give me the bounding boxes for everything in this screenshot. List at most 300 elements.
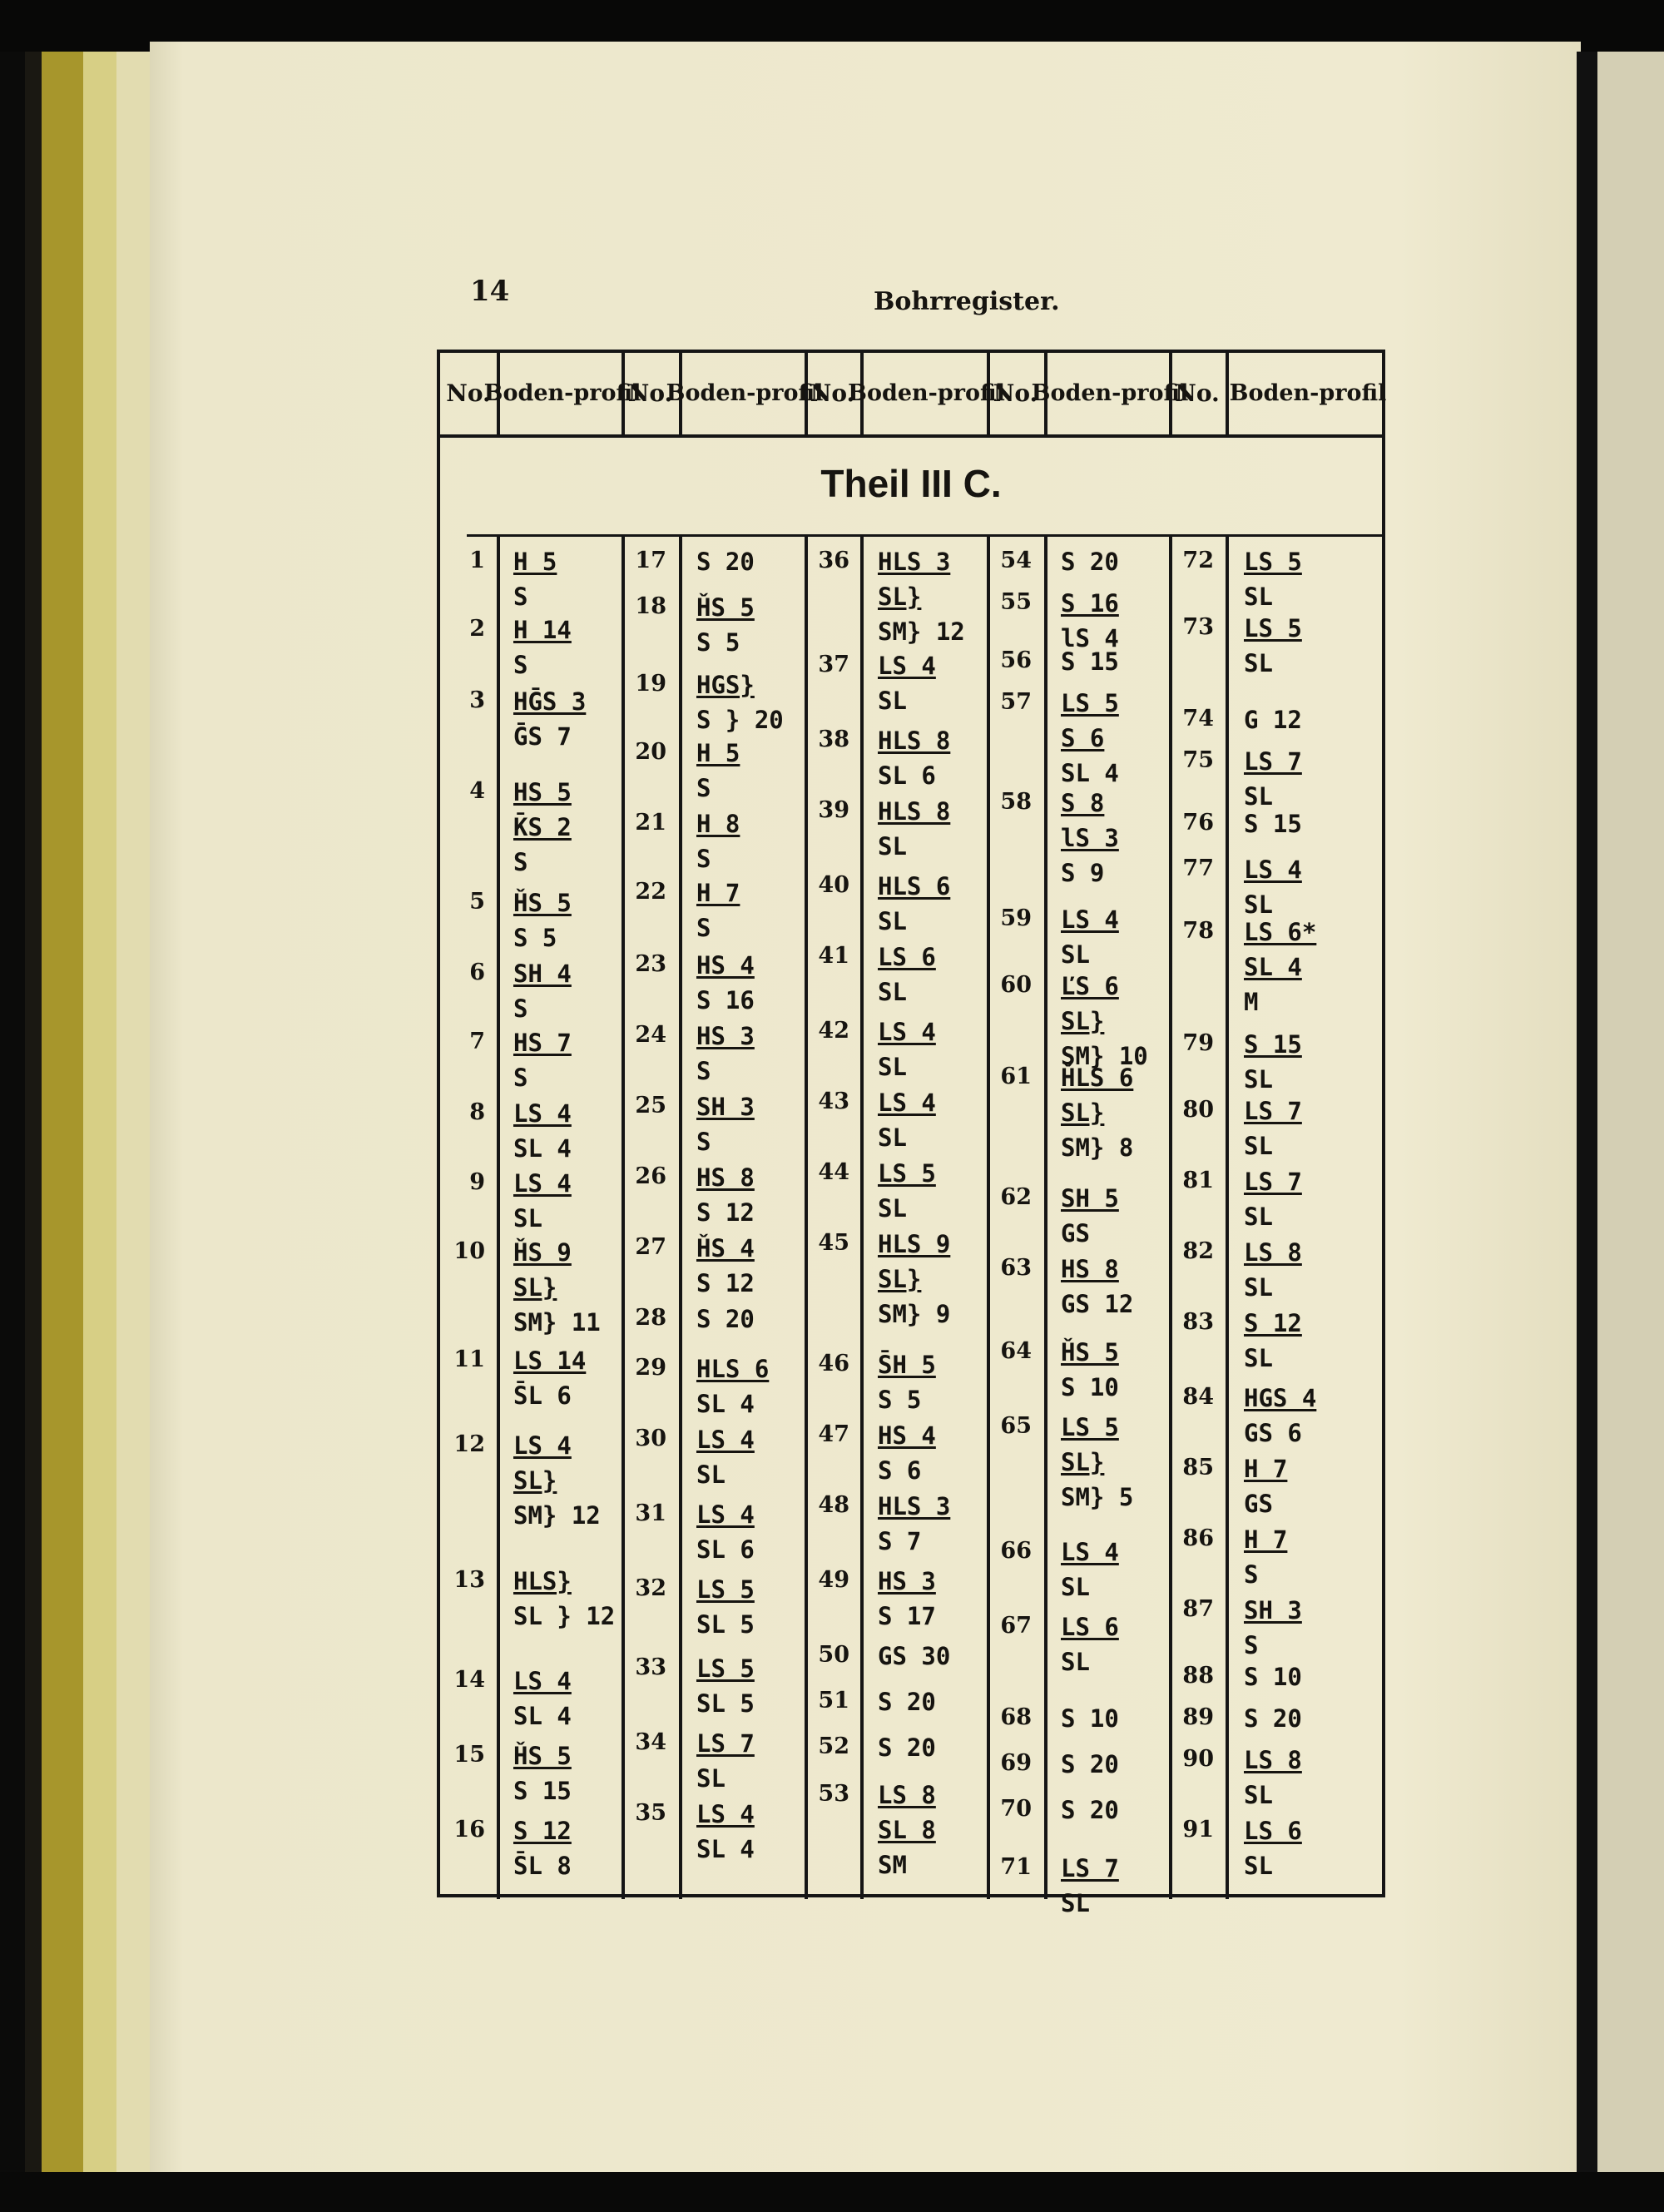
soil-profile bbox=[513, 1813, 572, 1883]
soil-profile bbox=[513, 885, 572, 955]
profile-layer: SM} 12 bbox=[878, 617, 965, 646]
bore-number: 84 bbox=[1182, 1384, 1214, 1410]
scan-bottom-shadow bbox=[0, 2172, 1664, 2212]
soil-profile bbox=[878, 1778, 936, 1882]
profile-layer: SL bbox=[1061, 940, 1090, 969]
soil-profile bbox=[696, 1302, 755, 1337]
profile-layer: HS 8 bbox=[696, 1163, 755, 1192]
bore-number: 9 bbox=[469, 1169, 485, 1195]
profile-layer: S 16 bbox=[696, 986, 755, 1014]
soil-profile bbox=[513, 1428, 601, 1533]
header-label-line2: profil bbox=[1319, 379, 1387, 406]
bore-number: 80 bbox=[1182, 1097, 1214, 1123]
bore-number: 24 bbox=[635, 1022, 666, 1048]
profile-layer: HGS 4 bbox=[1244, 1384, 1317, 1412]
profile-layer: ȞLS 6 bbox=[1061, 1064, 1134, 1092]
profile-layer: LS 5 bbox=[696, 1575, 755, 1604]
profile-layer: LS 4 bbox=[878, 1018, 936, 1046]
soil-profile bbox=[1061, 1181, 1119, 1251]
header-rule bbox=[440, 434, 1382, 438]
soil-profile bbox=[513, 1025, 572, 1095]
bore-number: 8 bbox=[469, 1099, 485, 1125]
soil-profile bbox=[1061, 1335, 1119, 1405]
bore-number: 77 bbox=[1182, 856, 1214, 881]
bore-number: 4 bbox=[469, 778, 485, 804]
bore-number: 81 bbox=[1182, 1168, 1214, 1193]
profile-layer: H 5 bbox=[696, 739, 740, 767]
bore-number: 60 bbox=[1000, 972, 1032, 998]
profile-layer: lS 3 bbox=[1061, 824, 1119, 852]
bore-number: 88 bbox=[1182, 1663, 1214, 1689]
profile-layer: SL bbox=[1244, 890, 1273, 919]
profile-layer: S 12 bbox=[1244, 1309, 1302, 1337]
profile-layer: SL bbox=[878, 1123, 907, 1152]
soil-profile bbox=[1244, 1522, 1287, 1592]
soil-profile bbox=[513, 1343, 586, 1413]
bore-number: 5 bbox=[469, 889, 485, 915]
bore-number: 28 bbox=[635, 1305, 666, 1331]
book-gutter bbox=[1577, 52, 1597, 2180]
profile-layer: SL bbox=[696, 1764, 726, 1793]
profile-layer: SL bbox=[1061, 1573, 1090, 1601]
profile-layer: LS 8 bbox=[1244, 1238, 1302, 1267]
profile-layer: ḠS 7 bbox=[513, 722, 572, 751]
column-rule bbox=[679, 534, 682, 1899]
profile-layer: SL} bbox=[513, 1466, 557, 1495]
profile-layer: SL bbox=[1061, 1648, 1090, 1676]
bore-number: 44 bbox=[818, 1159, 849, 1185]
profile-layer: SH 4 bbox=[513, 960, 572, 988]
soil-profile bbox=[1061, 644, 1119, 679]
profile-layer: SL bbox=[1244, 1344, 1273, 1372]
soil-profile bbox=[1061, 1535, 1119, 1604]
bore-number: 21 bbox=[635, 810, 666, 836]
profile-layer: LS 7 bbox=[1244, 1097, 1302, 1125]
profile-layer: H 14 bbox=[513, 616, 572, 644]
profile-layer: LS 6 bbox=[1061, 1613, 1119, 1641]
profile-layer: SL} bbox=[1061, 1448, 1105, 1476]
header-label-line2: profil bbox=[755, 379, 824, 406]
header-no: No. bbox=[810, 379, 855, 408]
profile-layer: ȞS 5 bbox=[513, 1742, 572, 1770]
bore-number: 71 bbox=[1000, 1854, 1032, 1880]
profile-layer: LS 4 bbox=[878, 1089, 936, 1117]
soil-profile bbox=[696, 1089, 755, 1159]
profile-layer: ȞS 4 bbox=[696, 1234, 755, 1262]
bore-number: 27 bbox=[635, 1234, 666, 1260]
profile-layer: S bbox=[1244, 1560, 1259, 1589]
profile-layer: HLS 3 bbox=[878, 548, 951, 576]
profile-layer: LS 4 bbox=[513, 1099, 572, 1128]
bore-number: 54 bbox=[1000, 548, 1032, 573]
bore-number: 23 bbox=[635, 951, 666, 977]
profile-layer: SM} 11 bbox=[513, 1308, 601, 1337]
bore-number: 85 bbox=[1182, 1455, 1214, 1480]
soil-profile bbox=[513, 1235, 601, 1340]
soil-profile bbox=[513, 1664, 572, 1733]
profile-layer: SH 5 bbox=[1061, 1184, 1119, 1213]
bore-number: 62 bbox=[1000, 1184, 1032, 1210]
soil-profile bbox=[1061, 1410, 1133, 1515]
profile-layer: SL} bbox=[1061, 1007, 1105, 1035]
bore-number: 69 bbox=[1000, 1750, 1032, 1776]
profile-layer: LS 6 bbox=[1244, 1817, 1302, 1845]
profile-layer: SL bbox=[878, 832, 907, 860]
profile-layer: SM} 10 bbox=[1061, 1042, 1148, 1070]
profile-layer: SL} bbox=[1061, 1099, 1105, 1127]
profile-layer: ȞS 9 bbox=[513, 1238, 572, 1267]
bore-number: 1 bbox=[469, 548, 485, 573]
header-label-line1: Boden- bbox=[483, 379, 574, 406]
soil-profile bbox=[513, 1564, 615, 1634]
soil-profile bbox=[1244, 915, 1316, 1019]
bore-number: 39 bbox=[818, 797, 849, 823]
profile-layer: S 20 bbox=[878, 1688, 936, 1716]
profile-layer: SL bbox=[878, 978, 907, 1006]
profile-layer: LS 8 bbox=[1244, 1746, 1302, 1774]
profile-layer: SL 6 bbox=[878, 761, 936, 790]
bore-number: 46 bbox=[818, 1351, 849, 1376]
soil-profile bbox=[878, 1014, 936, 1084]
header-no: No. bbox=[993, 379, 1038, 408]
soil-profile bbox=[696, 1651, 755, 1721]
profile-layer: SL 8 bbox=[878, 1816, 936, 1844]
profile-layer: LS 5 bbox=[696, 1654, 755, 1683]
profile-layer: S 15 bbox=[1244, 810, 1302, 838]
soil-profile bbox=[696, 1422, 755, 1492]
profile-layer: S 20 bbox=[696, 1305, 755, 1333]
profile-layer: SL } 12 bbox=[513, 1602, 616, 1630]
profile-layer: S bbox=[696, 1057, 711, 1085]
profile-layer: SL bbox=[1244, 1203, 1273, 1231]
profile-layer: S̄L 6 bbox=[513, 1381, 572, 1410]
soil-profile bbox=[1061, 969, 1148, 1074]
bore-number: 20 bbox=[635, 739, 666, 765]
profile-layer: HGS} bbox=[696, 671, 755, 699]
header-label-line2: profil bbox=[937, 379, 1005, 406]
bore-number: 30 bbox=[635, 1426, 666, 1451]
soil-profile bbox=[696, 1726, 755, 1796]
soil-profile bbox=[878, 1227, 950, 1332]
section-title: Theil III C. bbox=[820, 462, 1002, 505]
profile-layer: HḠS 3 bbox=[513, 687, 587, 716]
soil-profile bbox=[1244, 1381, 1316, 1451]
bore-number: 29 bbox=[635, 1355, 666, 1381]
profile-layer: G 12 bbox=[1244, 706, 1302, 734]
profile-layer: SL bbox=[1061, 1889, 1090, 1917]
soil-profile bbox=[1061, 1060, 1133, 1165]
bore-number: 33 bbox=[635, 1654, 666, 1680]
bore-number: 50 bbox=[818, 1642, 849, 1668]
bore-number: 59 bbox=[1000, 905, 1032, 931]
bore-number: 79 bbox=[1182, 1030, 1214, 1056]
profile-layer: HS 4 bbox=[878, 1421, 936, 1450]
profile-layer: SL} bbox=[878, 583, 922, 611]
bore-number: 58 bbox=[1000, 789, 1032, 815]
soil-profile bbox=[878, 1684, 936, 1719]
soil-profile bbox=[878, 1347, 936, 1417]
soil-profile bbox=[696, 667, 784, 737]
profile-layer: LS 5 bbox=[1061, 689, 1119, 717]
profile-layer: S bbox=[696, 845, 711, 873]
bore-number: 2 bbox=[469, 616, 485, 642]
column-rule bbox=[1169, 534, 1172, 1899]
profile-layer: LS 4 bbox=[1061, 905, 1119, 934]
profile-layer: H 5 bbox=[513, 548, 557, 576]
profile-layer: SL bbox=[1244, 583, 1273, 611]
profile-layer: SM} 12 bbox=[513, 1501, 601, 1530]
soil-profile bbox=[696, 875, 740, 945]
profile-layer: SL bbox=[1244, 1132, 1273, 1160]
profile-layer: LS 4 bbox=[878, 652, 936, 680]
soil-profile bbox=[696, 1572, 755, 1642]
profile-layer: S bbox=[1244, 1631, 1259, 1659]
bore-number: 31 bbox=[635, 1500, 666, 1526]
profile-layer: HS 3 bbox=[878, 1567, 936, 1595]
profile-layer: LS 4 bbox=[513, 1431, 572, 1460]
profile-layer: SL 4 bbox=[696, 1835, 755, 1863]
profile-layer: S 15 bbox=[1244, 1030, 1302, 1059]
bore-number: 14 bbox=[453, 1667, 485, 1693]
profile-layer: SL 5 bbox=[696, 1689, 755, 1718]
bore-number: 42 bbox=[818, 1018, 849, 1044]
soil-profile bbox=[1061, 1793, 1119, 1828]
bore-number: 66 bbox=[1000, 1538, 1032, 1564]
header-no: No. bbox=[627, 379, 673, 408]
profile-layer: ĽS 6 bbox=[1061, 972, 1119, 1000]
header-no: No. bbox=[1175, 379, 1220, 408]
header-bodenprofil bbox=[848, 353, 1005, 434]
soil-profile bbox=[1244, 744, 1302, 814]
profile-layer: H 7 bbox=[696, 879, 740, 907]
profile-layer: S̄L 8 bbox=[513, 1852, 572, 1880]
profile-layer: S 10 bbox=[1061, 1704, 1119, 1733]
bore-number: 73 bbox=[1182, 614, 1214, 640]
bore-number: 57 bbox=[1000, 689, 1032, 715]
soil-profile bbox=[513, 613, 572, 682]
soil-profile bbox=[878, 1564, 936, 1634]
profile-layer: SL 5 bbox=[696, 1610, 755, 1639]
soil-profile bbox=[696, 806, 740, 876]
profile-layer: ȞS 5 bbox=[1061, 1338, 1119, 1366]
profile-layer: GS bbox=[1244, 1490, 1273, 1518]
bore-number: 70 bbox=[1000, 1796, 1032, 1822]
bore-number: 45 bbox=[818, 1230, 849, 1256]
profile-layer: S 20 bbox=[1061, 1796, 1119, 1824]
profile-layer: S̄H 5 bbox=[878, 1351, 936, 1379]
profile-layer: LS 7 bbox=[1061, 1854, 1119, 1882]
profile-layer: HLS 6 bbox=[878, 872, 951, 900]
header-bodenprofil bbox=[1229, 353, 1387, 434]
profile-layer: SL bbox=[1244, 1273, 1273, 1302]
bore-number: 48 bbox=[818, 1492, 849, 1518]
profile-layer: LS 6* bbox=[1244, 918, 1317, 946]
bore-number: 51 bbox=[818, 1688, 849, 1714]
section-rule bbox=[467, 534, 1382, 537]
profile-layer: SL 4 bbox=[513, 1702, 572, 1730]
profile-layer: ȞS 5 bbox=[513, 889, 572, 917]
bore-number: 34 bbox=[635, 1729, 666, 1755]
soil-profile bbox=[1061, 1701, 1119, 1736]
bore-number: 22 bbox=[635, 879, 666, 905]
bore-number: 65 bbox=[1000, 1413, 1032, 1439]
bore-number: 32 bbox=[635, 1575, 666, 1601]
bore-number: 89 bbox=[1182, 1704, 1214, 1730]
bore-number: 19 bbox=[635, 671, 666, 697]
profile-layer: LS 4 bbox=[513, 1169, 572, 1198]
bore-number: 68 bbox=[1000, 1704, 1032, 1730]
soil-profile bbox=[696, 736, 740, 806]
page-number: 14 bbox=[470, 275, 510, 308]
profile-layer: S 20 bbox=[1244, 1704, 1302, 1733]
bore-number: 40 bbox=[818, 872, 849, 898]
profile-layer: HLS 3 bbox=[878, 1492, 951, 1520]
profile-layer: LS 4 bbox=[1061, 1538, 1119, 1566]
soil-profile bbox=[513, 775, 572, 880]
header-no: No. bbox=[446, 379, 491, 408]
column-rule bbox=[1226, 534, 1229, 1899]
soil-profile bbox=[1244, 1451, 1287, 1521]
bore-number: 53 bbox=[818, 1781, 849, 1807]
profile-layer: SH 3 bbox=[696, 1093, 755, 1121]
profile-layer: S 15 bbox=[1061, 647, 1119, 676]
profile-layer: ȞS 5 bbox=[696, 593, 755, 622]
soil-profile bbox=[513, 544, 557, 614]
profile-layer: SL bbox=[1244, 1852, 1273, 1880]
profile-layer: SL bbox=[878, 1053, 907, 1081]
profile-layer: K̄S 2 bbox=[513, 813, 572, 841]
soil-profile bbox=[513, 1096, 572, 1166]
profile-layer: SL bbox=[878, 687, 907, 715]
bore-number: 83 bbox=[1182, 1309, 1214, 1335]
soil-profile bbox=[878, 1489, 950, 1559]
profile-layer: SL 4 bbox=[513, 1134, 572, 1163]
soil-profile bbox=[1061, 1747, 1119, 1782]
soil-profile bbox=[696, 1497, 755, 1567]
profile-layer: S bbox=[513, 651, 528, 679]
profile-layer: HLS 8 bbox=[878, 797, 951, 826]
bore-number: 18 bbox=[635, 593, 666, 619]
profile-layer: S } 20 bbox=[696, 706, 784, 734]
profile-layer: S 16 bbox=[1061, 589, 1119, 617]
soil-profile bbox=[1244, 806, 1302, 841]
soil-profile bbox=[878, 1639, 950, 1674]
bore-number: 47 bbox=[818, 1421, 849, 1447]
soil-profile bbox=[1061, 1851, 1119, 1921]
profile-layer: S 20 bbox=[878, 1733, 936, 1762]
soil-profile bbox=[513, 1738, 572, 1808]
bore-number: 55 bbox=[1000, 589, 1032, 615]
bore-number: 35 bbox=[635, 1800, 666, 1826]
profile-layer: H 7 bbox=[1244, 1525, 1288, 1554]
soil-profile bbox=[878, 544, 965, 649]
bore-number: 6 bbox=[469, 960, 485, 985]
bore-number: 91 bbox=[1182, 1817, 1214, 1843]
column-rule bbox=[987, 534, 990, 1899]
soil-profile bbox=[1244, 1659, 1302, 1694]
profile-layer: H 7 bbox=[1244, 1455, 1288, 1483]
soil-profile bbox=[696, 1231, 755, 1301]
profile-layer: GS bbox=[1061, 1219, 1090, 1247]
soil-profile bbox=[1244, 1027, 1302, 1097]
header-label-line2: profil bbox=[1121, 379, 1189, 406]
bore-number: 43 bbox=[818, 1089, 849, 1114]
profile-layer: S 12 bbox=[696, 1198, 755, 1227]
soil-profile bbox=[878, 1156, 936, 1226]
soil-profile bbox=[878, 940, 936, 1009]
soil-profile bbox=[696, 1797, 755, 1867]
profile-layer: S 8 bbox=[1061, 789, 1105, 817]
profile-layer: S 5 bbox=[878, 1386, 922, 1414]
bore-number: 63 bbox=[1000, 1255, 1032, 1281]
soil-profile bbox=[878, 794, 950, 864]
profile-layer: SL bbox=[696, 1461, 726, 1489]
profile-layer: SL 4 bbox=[1061, 759, 1119, 787]
soil-profile bbox=[878, 1730, 936, 1765]
soil-profile bbox=[696, 544, 755, 579]
profile-layer: M bbox=[1244, 988, 1259, 1016]
profile-layer: S bbox=[696, 1128, 711, 1156]
soil-profile bbox=[878, 1418, 936, 1488]
soil-profile bbox=[1244, 1306, 1302, 1376]
profile-layer: S 12 bbox=[513, 1817, 572, 1845]
bore-number: 56 bbox=[1000, 647, 1032, 673]
bore-number: 67 bbox=[1000, 1613, 1032, 1639]
profile-layer: LS 7 bbox=[1244, 747, 1302, 776]
profile-layer: HS 7 bbox=[513, 1029, 572, 1057]
bore-number: 72 bbox=[1182, 548, 1214, 573]
bore-number: 75 bbox=[1182, 747, 1214, 773]
profile-layer: LS 7 bbox=[696, 1729, 755, 1758]
next-page-edge bbox=[1597, 52, 1664, 2180]
profile-layer: S 17 bbox=[878, 1602, 936, 1630]
column-rule bbox=[497, 534, 500, 1899]
soil-profile bbox=[878, 723, 950, 793]
soil-profile bbox=[1244, 702, 1302, 737]
profile-layer: GS 30 bbox=[878, 1642, 951, 1670]
profile-layer: HLS 9 bbox=[878, 1230, 951, 1258]
profile-layer: HS 4 bbox=[696, 951, 755, 980]
soil-profile bbox=[513, 956, 572, 1026]
header-bodenprofil bbox=[483, 353, 641, 434]
profile-layer: LS 5 bbox=[1244, 548, 1302, 576]
bore-number: 87 bbox=[1182, 1596, 1214, 1622]
profile-layer: SL 4 bbox=[696, 1390, 755, 1418]
profile-layer: HLS 6 bbox=[696, 1355, 770, 1383]
soil-profile bbox=[696, 1352, 769, 1421]
profile-layer: S 5 bbox=[513, 924, 557, 952]
soil-profile bbox=[878, 648, 936, 718]
running-head: Bohrregister. bbox=[874, 287, 1060, 316]
profile-layer: SM bbox=[878, 1851, 907, 1879]
header-label-line1: Boden- bbox=[1229, 379, 1320, 406]
soil-profile bbox=[696, 1019, 755, 1089]
header-bodenprofil bbox=[666, 353, 824, 434]
profile-layer: S 10 bbox=[1244, 1663, 1302, 1691]
bore-number: 49 bbox=[818, 1567, 849, 1593]
bore-number: 15 bbox=[453, 1742, 485, 1768]
soil-profile bbox=[1244, 1743, 1302, 1813]
profile-layer: HLS} bbox=[513, 1567, 572, 1595]
profile-layer: SL 4 bbox=[1244, 953, 1302, 981]
profile-layer: SL} bbox=[513, 1273, 557, 1302]
profile-layer: SL bbox=[1244, 649, 1273, 677]
bore-number: 90 bbox=[1182, 1746, 1214, 1772]
bore-number: 86 bbox=[1182, 1525, 1214, 1551]
profile-layer: S 9 bbox=[1061, 859, 1105, 887]
profile-layer: SL bbox=[878, 907, 907, 935]
profile-layer: GS 6 bbox=[1244, 1419, 1302, 1447]
